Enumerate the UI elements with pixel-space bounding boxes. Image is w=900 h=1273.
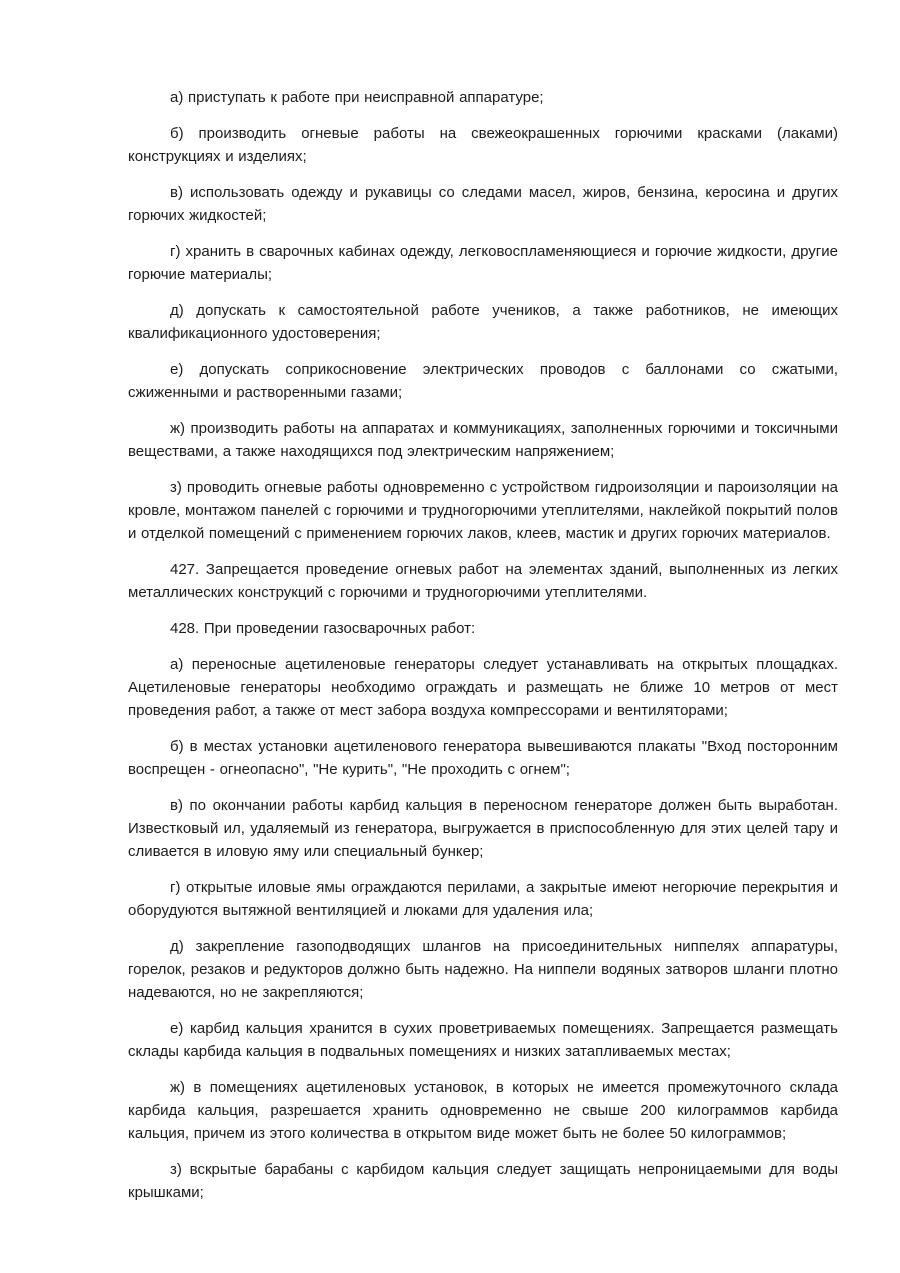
list1-item-v: в) использовать одежду и рукавицы со следами масел, жиров, бензина, керосина и других горючих жидкостей;	[128, 184, 838, 224]
list2-item-d: д) закрепление газоподводящих шлангов на присоединительных ниппелях аппаратуры, горелок, резаков и редукторов должно быть надежно. На ниппели водяных затворов шланги плотно надеваются, но не закрепляются;	[128, 938, 838, 1001]
list2-item-b: б) в местах установки ацетиленового генератора вывешиваются плакаты "Вход посторонним воспрещен - огнеопасно", "Не курить", "Не проходить с огнем";	[128, 738, 838, 778]
list2-item-z: з) вскрытые барабаны с карбидом кальция следует защищать непроницаемыми для воды крышками;	[128, 1161, 838, 1201]
list2-item-a: а) переносные ацетиленовые генераторы следует устанавливать на открытых площадках. Ацетиленовые генераторы необходимо ограждать и размещать не ближе 10 метров от мест проведения работ, а также от мест забора воздуха компрессорами и вентиляторами;	[128, 656, 838, 719]
list1-item-g: г) хранить в сварочных кабинах одежду, легковоспламеняющиеся и горючие жидкости, другие горючие материалы;	[128, 243, 838, 283]
list2-item-g: г) открытые иловые ямы ограждаются перилами, а закрытые имеют негорючие перекрытия и оборудуются вытяжной вентиляцией и люками для удаления ила;	[128, 879, 838, 919]
list1-item-d: д) допускать к самостоятельной работе учеников, а также работников, не имеющих квалификационного удостоверения;	[128, 302, 838, 342]
list2-item-v: в) по окончании работы карбид кальция в переносном генераторе должен быть выработан. Известковый ил, удаляемый из генератора, выгружается в приспособленную для этих целей тару и сливается в иловую яму или специальный бункер;	[128, 797, 838, 860]
list2-item-zh: ж) в помещениях ацетиленовых установок, в которых не имеется промежуточного склада карбида кальция, разрешается хранить одновременно не свыше 200 килограммов карбида кальция, причем из этого количества в открытом виде может быть не более 50 килограммов;	[128, 1079, 838, 1142]
list1-item-e: е) допускать соприкосновение электрических проводов с баллонами со сжатыми, сжиженными и растворенными газами;	[128, 361, 838, 401]
document-text-block	[128, 86, 838, 1204]
list1-item-z: з) проводить огневые работы одновременно с устройством гидроизоляции и пароизоляции на кровле, монтажом панелей с горючими и трудногорючими утеплителями, наклейкой покрытий полов и отделкой помещений с применением горючих лаков, клеев, мастик и других горючих материалов.	[128, 479, 838, 542]
clause-427: 427. Запрещается проведение огневых работ на элементах зданий, выполненных из легких металлических конструкций с горючими и трудногорючими утеплителями.	[128, 561, 838, 601]
list1-item-zh: ж) производить работы на аппаратах и коммуникациях, заполненных горючими и токсичными веществами, а также находящихся под электрическим напряжением;	[128, 420, 838, 460]
clause-428: 428. При проведении газосварочных работ:	[170, 620, 476, 637]
list2-item-e: е) карбид кальция хранится в сухих проветриваемых помещениях. Запрещается размещать склады карбида кальция в подвальных помещениях и низких затапливаемых местах;	[128, 1020, 838, 1060]
list1-item-a: а) приступать к работе при неисправной аппаратуре;	[170, 89, 544, 106]
list1-item-b: б) производить огневые работы на свежеокрашенных горючими красками (лаками) конструкциях и изделиях;	[128, 125, 838, 165]
